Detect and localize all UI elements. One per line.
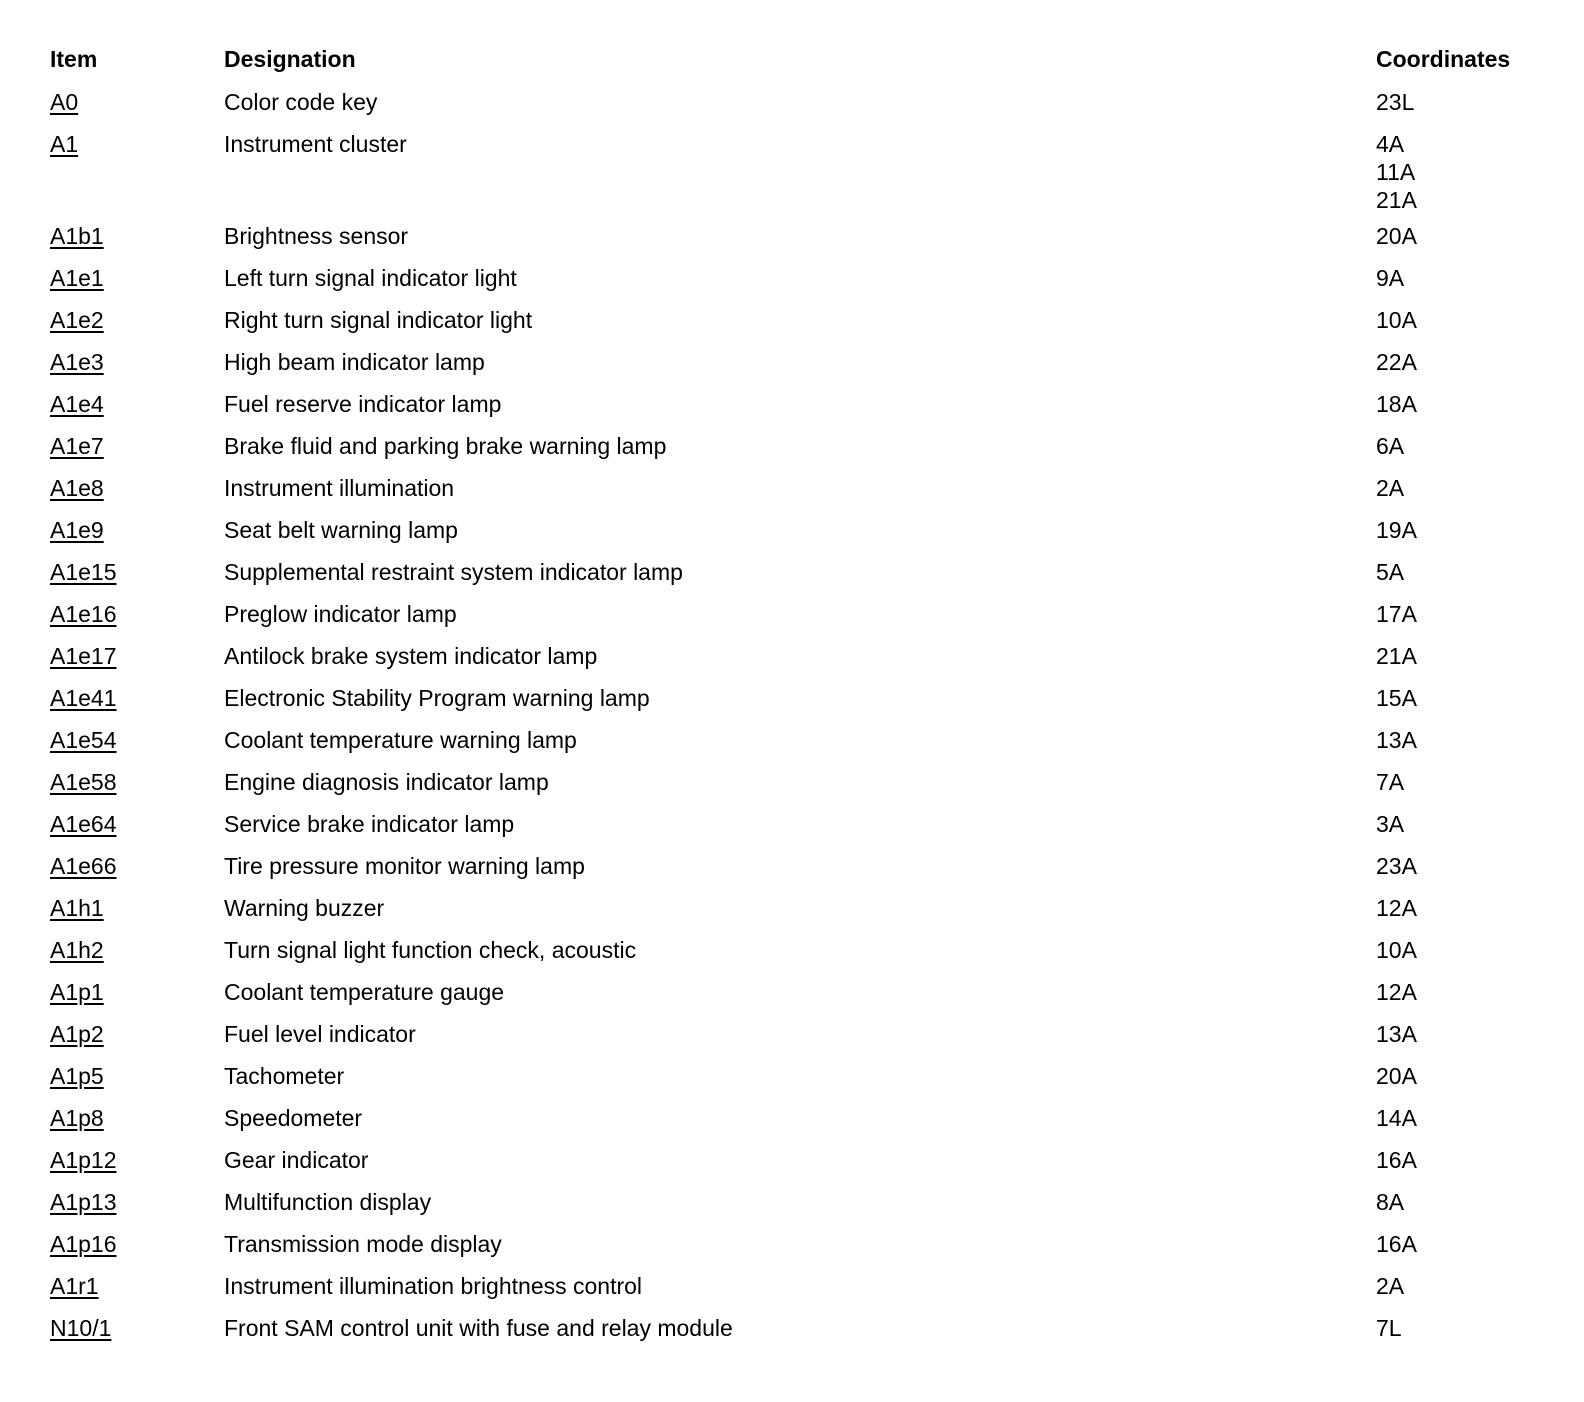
table-row	[50, 298, 1550, 340]
designation-cell: Fuel reserve indicator lamp	[224, 391, 502, 417]
coordinates-cell	[1376, 1062, 1550, 1090]
coordinate-value: 21A	[1376, 643, 1417, 669]
item-cell	[50, 558, 224, 586]
coordinate-value: 5A	[1376, 559, 1405, 585]
table-row	[50, 214, 1550, 256]
coordinate-value: 10A	[1376, 937, 1417, 963]
coordinate-value: 7L	[1376, 1315, 1402, 1341]
item-cell	[50, 306, 224, 334]
coordinates-cell	[1376, 936, 1550, 964]
coordinates-cell	[1376, 726, 1550, 754]
item-link[interactable]: A1	[50, 131, 79, 157]
designation-cell: Coolant temperature warning lamp	[224, 727, 577, 753]
item-link[interactable]: A1p8	[50, 1105, 104, 1131]
item-link[interactable]: A1e58	[50, 769, 117, 795]
coordinates-cell	[1376, 306, 1550, 334]
designation-cell: Electronic Stability Program warning lamp	[224, 685, 650, 711]
item-link[interactable]: A1e54	[50, 727, 117, 753]
item-cell	[50, 726, 224, 754]
designation-cell: Brightness sensor	[224, 223, 409, 249]
item-cell	[50, 852, 224, 880]
table-row	[50, 1180, 1550, 1222]
table-row	[50, 382, 1550, 424]
item-cell	[50, 1188, 224, 1216]
coordinate-value: 23A	[1376, 853, 1417, 879]
item-cell	[50, 810, 224, 838]
coordinates-cell	[1376, 852, 1550, 880]
item-cell	[50, 936, 224, 964]
designation-cell: Instrument illumination	[224, 475, 455, 501]
designation-cell: Tire pressure monitor warning lamp	[224, 853, 585, 879]
designation-cell: Right turn signal indicator light	[224, 307, 533, 333]
item-cell	[50, 222, 224, 250]
item-link[interactable]: A1e3	[50, 349, 104, 375]
table-row	[50, 634, 1550, 676]
designation-cell: Antilock brake system indicator lamp	[224, 643, 598, 669]
designation-cell: Fuel level indicator	[224, 1021, 416, 1047]
item-link[interactable]: A1r1	[50, 1273, 99, 1299]
coordinates-cell	[1376, 516, 1550, 544]
coordinates-cell	[1376, 264, 1550, 292]
table-row	[50, 592, 1550, 634]
coordinates-cell	[1376, 1104, 1550, 1132]
item-link[interactable]: A1p12	[50, 1147, 117, 1173]
table-row	[50, 760, 1550, 802]
item-link[interactable]: A1p2	[50, 1021, 104, 1047]
item-cell	[50, 516, 224, 544]
designation-cell: Turn signal light function check, acoustic	[224, 937, 637, 963]
coordinate-value: 16A	[1376, 1147, 1417, 1173]
coordinates-cell	[1376, 1188, 1550, 1216]
coordinates-cell	[1376, 1272, 1550, 1300]
item-link[interactable]: A1e2	[50, 307, 104, 333]
table-row	[50, 676, 1550, 718]
coordinate-value: 16A	[1376, 1231, 1417, 1257]
item-link[interactable]: A1e41	[50, 685, 117, 711]
table-row	[50, 1096, 1550, 1138]
table-row	[50, 256, 1550, 298]
coordinates-cell	[1376, 768, 1550, 796]
coordinate-value: 3A	[1376, 811, 1405, 837]
item-link[interactable]: A1p1	[50, 979, 104, 1005]
table-row	[50, 1012, 1550, 1054]
coordinates-cell	[1376, 88, 1550, 116]
header-coordinates: Coordinates	[1376, 45, 1511, 72]
coordinate-value: 10A	[1376, 307, 1417, 333]
designation-cell: Front SAM control unit with fuse and relay module	[224, 1315, 733, 1341]
table-row	[50, 1306, 1550, 1348]
item-link[interactable]: A1e64	[50, 811, 117, 837]
table-row	[50, 424, 1550, 466]
table-row	[50, 550, 1550, 592]
item-link[interactable]: A0	[50, 89, 79, 115]
table-row	[50, 970, 1550, 1012]
table-row	[50, 508, 1550, 550]
item-link[interactable]: A1p16	[50, 1231, 117, 1257]
item-link[interactable]: A1e17	[50, 643, 117, 669]
coordinates-cell	[1376, 474, 1550, 502]
coordinate-value: 13A	[1376, 1021, 1417, 1047]
table-row	[50, 844, 1550, 886]
coordinate-value: 12A	[1376, 979, 1417, 1005]
item-cell	[50, 390, 224, 418]
designation-cell: Left turn signal indicator light	[224, 265, 517, 291]
designation-cell: Transmission mode display	[224, 1231, 502, 1257]
coordinates-cell	[1376, 978, 1550, 1006]
coordinate-value: 8A	[1376, 1189, 1405, 1215]
table-row	[50, 466, 1550, 508]
item-link[interactable]: A1p13	[50, 1189, 117, 1215]
coordinate-value: 4A	[1376, 131, 1405, 157]
designation-cell: Engine diagnosis indicator lamp	[224, 769, 549, 795]
coordinates-cell	[1376, 600, 1550, 628]
table-row	[50, 802, 1550, 844]
item-cell	[50, 600, 224, 628]
designation-cell: Seat belt warning lamp	[224, 517, 458, 543]
table-row	[50, 1264, 1550, 1306]
item-cell	[50, 894, 224, 922]
coordinate-value: 11A	[1376, 159, 1416, 185]
item-cell	[50, 130, 224, 158]
coordinate-value: 21A	[1376, 187, 1417, 213]
coordinate-value: 2A	[1376, 1273, 1405, 1299]
table-row	[50, 718, 1550, 760]
coordinate-value: 6A	[1376, 433, 1405, 459]
table-row	[50, 886, 1550, 928]
coordinates-cell	[1376, 894, 1550, 922]
coordinates-cell	[1376, 1314, 1550, 1342]
designation-cell: Service brake indicator lamp	[224, 811, 515, 837]
coordinates-cell	[1376, 1230, 1550, 1258]
coordinates-cell	[1376, 222, 1550, 250]
designation-cell: Multifunction display	[224, 1189, 432, 1215]
coordinate-value: 17A	[1376, 601, 1417, 627]
coordinate-value: 12A	[1376, 895, 1417, 921]
item-cell	[50, 684, 224, 712]
component-legend-table	[50, 38, 1550, 1348]
designation-cell: Supplemental restraint system indicator lamp	[224, 559, 683, 585]
coordinate-value: 14A	[1376, 1105, 1417, 1131]
item-link[interactable]: A1e16	[50, 601, 117, 627]
item-cell	[50, 642, 224, 670]
item-link[interactable]: N10/1	[50, 1315, 112, 1341]
coordinate-value: 2A	[1376, 475, 1405, 501]
coordinates-cell	[1376, 432, 1550, 460]
coordinate-value: 18A	[1376, 391, 1417, 417]
table-row	[50, 122, 1550, 214]
table-header	[50, 38, 1550, 80]
coordinate-value: 19A	[1376, 517, 1417, 543]
coordinates-cell	[1376, 558, 1550, 586]
coordinates-cell	[1376, 642, 1550, 670]
designation-cell: Brake fluid and parking brake warning lamp	[224, 433, 667, 459]
item-cell	[50, 1272, 224, 1300]
header-item: Item	[50, 45, 98, 72]
item-cell	[50, 1104, 224, 1132]
item-link[interactable]: A1e15	[50, 559, 117, 585]
item-cell	[50, 1146, 224, 1174]
coordinate-value: 15A	[1376, 685, 1417, 711]
designation-cell: Gear indicator	[224, 1147, 369, 1173]
item-link[interactable]: A1e8	[50, 475, 104, 501]
designation-cell: Coolant temperature gauge	[224, 979, 505, 1005]
coordinates-cell	[1376, 390, 1550, 418]
coordinate-value: 22A	[1376, 349, 1417, 375]
coordinate-value: 23L	[1376, 89, 1415, 115]
table-row	[50, 928, 1550, 970]
item-cell	[50, 1314, 224, 1342]
item-link[interactable]: A1h1	[50, 895, 104, 921]
designation-cell: Speedometer	[224, 1105, 363, 1131]
item-link[interactable]: A1b1	[50, 223, 104, 249]
item-cell	[50, 1230, 224, 1258]
table-body	[50, 80, 1550, 1348]
designation-cell: Warning buzzer	[224, 895, 385, 921]
coordinates-cell	[1376, 1020, 1550, 1048]
item-cell	[50, 1020, 224, 1048]
table-row	[50, 340, 1550, 382]
designation-cell: Preglow indicator lamp	[224, 601, 457, 627]
item-link[interactable]: A1e66	[50, 853, 117, 879]
designation-cell: High beam indicator lamp	[224, 349, 485, 375]
item-link[interactable]: A1e7	[50, 433, 104, 459]
designation-cell: Tachometer	[224, 1063, 345, 1089]
item-link[interactable]: A1e1	[50, 265, 104, 291]
coordinates-cell	[1376, 684, 1550, 712]
item-link[interactable]: A1p5	[50, 1063, 104, 1089]
item-link[interactable]: A1h2	[50, 937, 104, 963]
item-link[interactable]: A1e9	[50, 517, 104, 543]
table-row	[50, 1222, 1550, 1264]
item-cell	[50, 432, 224, 460]
coordinate-value: 13A	[1376, 727, 1417, 753]
table-row	[50, 1138, 1550, 1180]
designation-cell: Instrument cluster	[224, 131, 407, 157]
coordinate-value: 20A	[1376, 1063, 1417, 1089]
coordinate-value: 20A	[1376, 223, 1417, 249]
item-cell	[50, 88, 224, 116]
coordinate-value: 7A	[1376, 769, 1405, 795]
item-link[interactable]: A1e4	[50, 391, 104, 417]
table-row	[50, 80, 1550, 122]
designation-cell: Instrument illumination brightness control	[224, 1273, 643, 1299]
item-cell	[50, 474, 224, 502]
item-cell	[50, 264, 224, 292]
coordinate-value: 9A	[1376, 265, 1405, 291]
designation-cell: Color code key	[224, 89, 378, 115]
coordinates-cell	[1376, 348, 1550, 376]
coordinates-cell	[1376, 1146, 1550, 1174]
coordinates-cell	[1376, 810, 1550, 838]
header-designation: Designation	[224, 45, 356, 72]
item-cell	[50, 768, 224, 796]
coordinates-cell	[1376, 130, 1550, 214]
item-cell	[50, 348, 224, 376]
item-cell	[50, 1062, 224, 1090]
item-cell	[50, 978, 224, 1006]
table-row	[50, 1054, 1550, 1096]
